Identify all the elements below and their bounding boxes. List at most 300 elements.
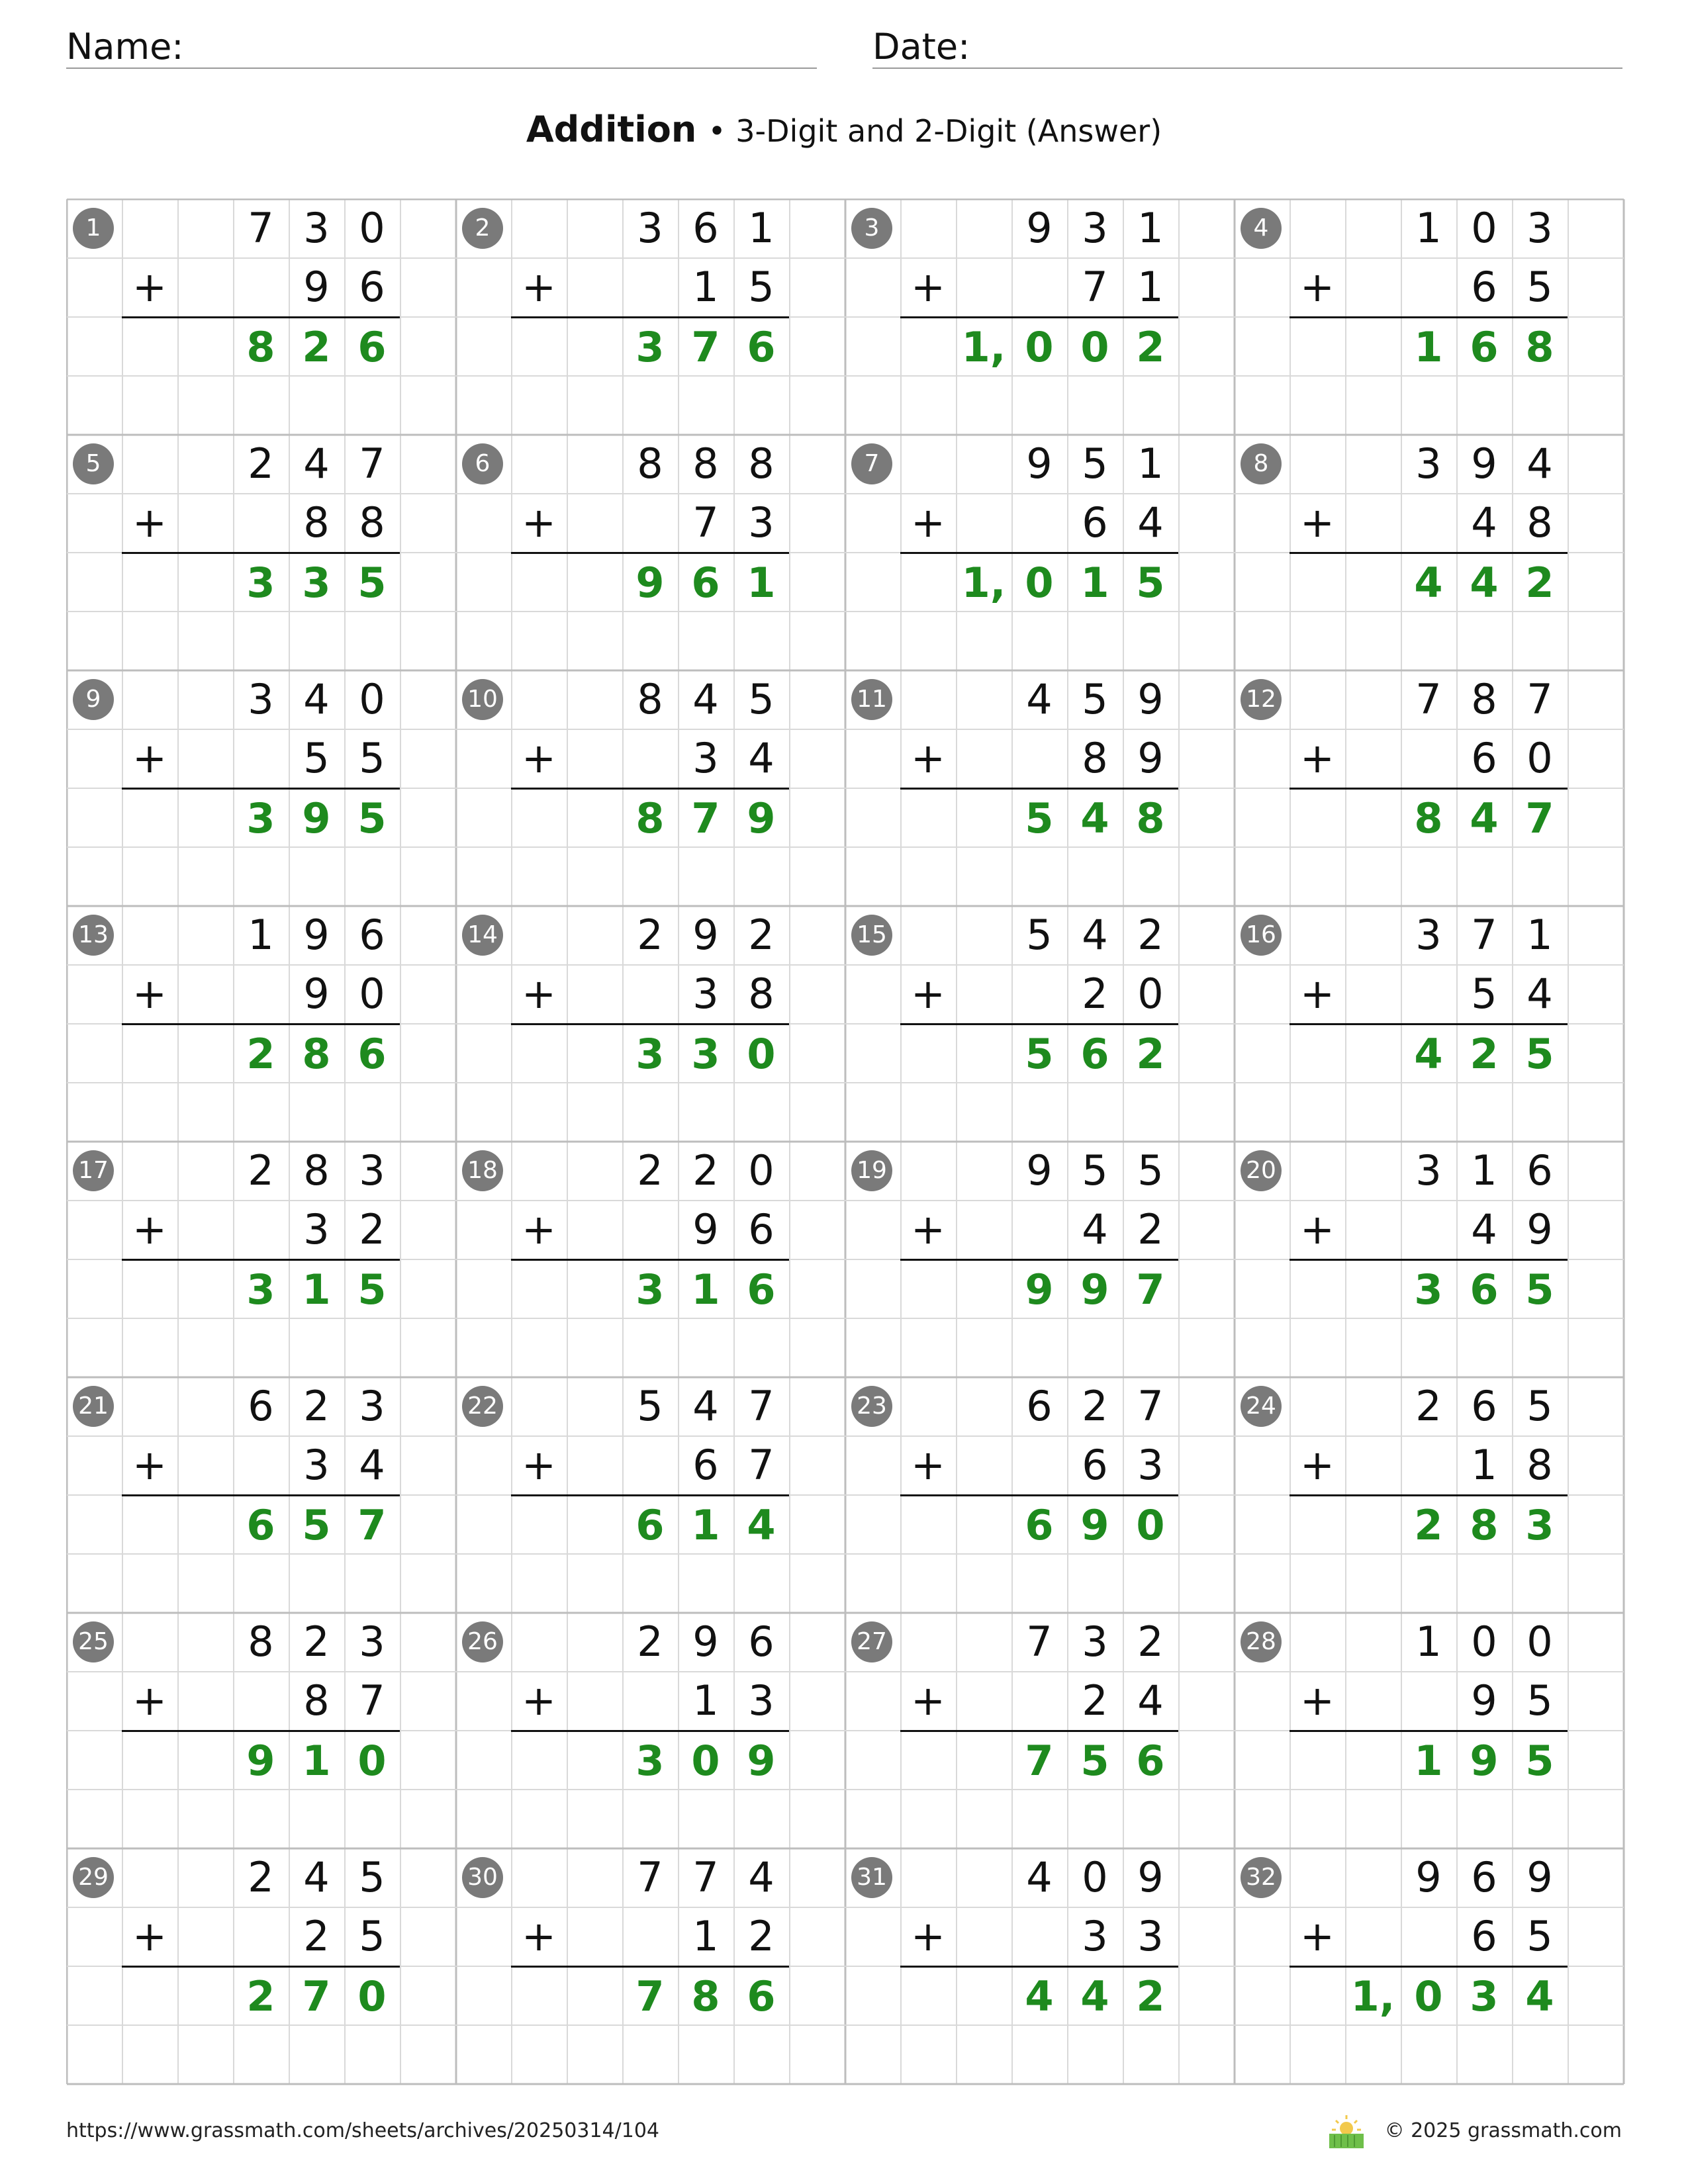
problem-18: [455, 1141, 845, 1377]
addend-top-digit: 7: [1526, 675, 1553, 723]
addend-bottom-digit: 4: [1137, 1676, 1164, 1725]
addend-bottom-digit: 6: [359, 263, 385, 311]
addend-bottom-digit: 6: [748, 1205, 774, 1253]
addend-top-digit: 8: [248, 1617, 274, 1666]
answer-digit: 2: [1136, 1972, 1165, 2021]
answer-digit: 6: [691, 559, 720, 607]
plus-sign: +: [522, 263, 556, 311]
addend-top-digit: 7: [1137, 1382, 1164, 1430]
addend-bottom-digit: 5: [1526, 1676, 1553, 1725]
addend-top-digit: 6: [359, 911, 385, 959]
addend-bottom-digit: 9: [692, 1205, 719, 1253]
answer-digit: 3: [635, 1737, 665, 1785]
addend-top-digit: 9: [1137, 675, 1164, 723]
problem-22: [455, 1377, 845, 1612]
plus-sign: +: [911, 498, 945, 547]
answer-digit: 7: [302, 1972, 331, 2021]
plus-sign: +: [522, 734, 556, 782]
addend-bottom-digit: 3: [1082, 1912, 1108, 1960]
problem-20: [1234, 1141, 1623, 1377]
answer-digit: 3: [1470, 1972, 1499, 2021]
problem-number-badge: 11: [851, 679, 892, 720]
answer-digit: 3: [691, 1030, 720, 1078]
addend-top-digit: 6: [248, 1382, 274, 1430]
answer-digit: 0: [1080, 323, 1109, 371]
addend-top-digit: 3: [359, 1617, 385, 1666]
answer-digit: 3: [1525, 1501, 1554, 1549]
addend-top-digit: 1: [1526, 911, 1553, 959]
answer-digit: 6: [357, 1030, 387, 1078]
addend-top-digit: 2: [637, 1146, 663, 1195]
answer-digit: 1: [691, 1265, 720, 1314]
answer-digit: 1: [691, 1501, 720, 1549]
addend-top-digit: 0: [1526, 1617, 1553, 1666]
problem-26: [455, 1612, 845, 1848]
answer-digit: 4: [1080, 1972, 1109, 2021]
addend-top-digit: 2: [637, 1617, 663, 1666]
plus-sign: +: [1300, 263, 1335, 311]
addend-top-digit: 1: [248, 911, 274, 959]
answer-digit: 2: [246, 1972, 275, 2021]
addend-top-digit: 3: [359, 1382, 385, 1430]
addend-top-digit: 6: [748, 1617, 774, 1666]
plus-sign: +: [911, 263, 945, 311]
addend-bottom-digit: 9: [303, 970, 330, 1018]
problem-number-badge: 12: [1241, 679, 1282, 720]
plus-sign: +: [132, 1676, 167, 1725]
answer-digit: 4: [747, 1501, 776, 1549]
problem-number-badge: 23: [851, 1386, 892, 1427]
answer-digit: 5: [1025, 1030, 1054, 1078]
answer-digit: 6: [1136, 1737, 1165, 1785]
addend-top-digit: 7: [692, 1853, 719, 1901]
answer-digit: 1,: [961, 559, 1006, 607]
addend-top-digit: 2: [1137, 911, 1164, 959]
addend-top-digit: 3: [1415, 911, 1442, 959]
addend-top-digit: 9: [1415, 1853, 1442, 1901]
addend-bottom-digit: 6: [692, 1441, 719, 1489]
answer-digit: 9: [246, 1737, 275, 1785]
problem-25: [66, 1612, 455, 1848]
addend-top-digit: 1: [1415, 1617, 1442, 1666]
problem-number-badge: 21: [73, 1386, 114, 1427]
problem-number-badge: 8: [1241, 443, 1282, 484]
addend-bottom-digit: 9: [1526, 1205, 1553, 1253]
addend-bottom-digit: 7: [748, 1441, 774, 1489]
plus-sign: +: [911, 970, 945, 1018]
addend-top-digit: 6: [692, 204, 719, 252]
addend-top-digit: 8: [692, 439, 719, 488]
addend-top-digit: 2: [248, 439, 274, 488]
answer-digit: 3: [246, 1265, 275, 1314]
addend-bottom-digit: 8: [748, 970, 774, 1018]
answer-digit: 1: [1080, 559, 1109, 607]
addend-top-digit: 4: [692, 1382, 719, 1430]
addend-top-digit: 7: [1026, 1617, 1053, 1666]
problem-number-badge: 16: [1241, 915, 1282, 956]
answer-digit: 6: [1080, 1030, 1109, 1078]
addend-bottom-digit: 6: [1471, 1912, 1497, 1960]
answer-digit: 9: [302, 794, 331, 842]
addend-bottom-digit: 1: [692, 263, 719, 311]
problem-17: [66, 1141, 455, 1377]
answer-digit: 4: [1470, 559, 1499, 607]
answer-digit: 8: [1470, 1501, 1499, 1549]
addend-bottom-digit: 2: [748, 1912, 774, 1960]
addend-top-digit: 3: [248, 675, 274, 723]
addend-bottom-digit: 1: [692, 1676, 719, 1725]
addend-top-digit: 4: [303, 1853, 330, 1901]
problem-number-badge: 6: [462, 443, 503, 484]
problem-28: [1234, 1612, 1623, 1848]
answer-digit: 8: [691, 1972, 720, 2021]
problem-number-badge: 18: [462, 1150, 503, 1191]
addend-bottom-digit: 0: [1526, 734, 1553, 782]
addend-top-digit: 5: [1026, 911, 1053, 959]
addend-bottom-digit: 8: [1082, 734, 1108, 782]
addend-top-digit: 7: [359, 439, 385, 488]
answer-digit: 9: [1080, 1265, 1109, 1314]
problem-29: [66, 1848, 455, 2083]
addend-bottom-digit: 1: [1471, 1441, 1497, 1489]
plus-sign: +: [1300, 1676, 1335, 1725]
answer-digit: 1: [1414, 1737, 1443, 1785]
addend-top-digit: 2: [748, 911, 774, 959]
addend-bottom-digit: 1: [1137, 263, 1164, 311]
addend-top-digit: 9: [692, 1617, 719, 1666]
title-main: Addition: [526, 109, 697, 150]
answer-digit: 9: [747, 1737, 776, 1785]
addend-top-digit: 7: [248, 204, 274, 252]
problem-number-badge: 26: [462, 1621, 503, 1662]
answer-digit: 9: [1080, 1501, 1109, 1549]
answer-digit: 5: [357, 794, 387, 842]
addend-top-digit: 0: [359, 675, 385, 723]
problem-13: [66, 905, 455, 1141]
addend-bottom-digit: 4: [748, 734, 774, 782]
addend-top-digit: 3: [1415, 1146, 1442, 1195]
addend-top-digit: 9: [1137, 1853, 1164, 1901]
addend-bottom-digit: 8: [1526, 1441, 1553, 1489]
addend-top-digit: 4: [1526, 439, 1553, 488]
answer-digit: 0: [1414, 1972, 1443, 2021]
addend-top-digit: 4: [1082, 911, 1108, 959]
problem-number-badge: 27: [851, 1621, 892, 1662]
problem-grid: [66, 199, 1623, 2086]
addend-top-digit: 9: [303, 911, 330, 959]
addend-top-digit: 9: [1526, 1853, 1553, 1901]
plus-sign: +: [132, 970, 167, 1018]
plus-sign: +: [132, 1441, 167, 1489]
problem-number-badge: 3: [851, 208, 892, 249]
answer-digit: 5: [1025, 794, 1054, 842]
addend-bottom-digit: 6: [1471, 734, 1497, 782]
problem-number-badge: 31: [851, 1857, 892, 1898]
addend-top-digit: 9: [692, 911, 719, 959]
date-line: [872, 68, 1622, 69]
answer-digit: 4: [1414, 1030, 1443, 1078]
plus-sign: +: [132, 1205, 167, 1253]
addend-bottom-digit: 5: [1471, 970, 1497, 1018]
answer-digit: 6: [747, 1265, 776, 1314]
addend-top-digit: 2: [692, 1146, 719, 1195]
addend-top-digit: 5: [1137, 1146, 1164, 1195]
problem-number-badge: 19: [851, 1150, 892, 1191]
addend-top-digit: 4: [1026, 675, 1053, 723]
answer-digit: 6: [1470, 1265, 1499, 1314]
addend-bottom-digit: 5: [359, 734, 385, 782]
problem-number-badge: 22: [462, 1386, 503, 1427]
addend-top-digit: 1: [1415, 204, 1442, 252]
problem-5: [66, 434, 455, 670]
addend-top-digit: 3: [303, 204, 330, 252]
plus-sign: +: [911, 1205, 945, 1253]
problem-8: [1234, 434, 1623, 670]
addend-bottom-digit: 2: [1082, 1676, 1108, 1725]
answer-digit: 1: [747, 559, 776, 607]
addend-top-digit: 5: [1082, 439, 1108, 488]
addend-top-digit: 5: [1082, 675, 1108, 723]
addend-top-digit: 7: [1471, 911, 1497, 959]
answer-digit: 3: [635, 1265, 665, 1314]
name-line: [66, 68, 817, 69]
problem-9: [66, 670, 455, 905]
name-field[interactable]: [66, 21, 817, 69]
answer-digit: 2: [1136, 1030, 1165, 1078]
addend-top-digit: 7: [1415, 675, 1442, 723]
addend-bottom-digit: 8: [303, 498, 330, 547]
answer-digit: 0: [747, 1030, 776, 1078]
addend-top-digit: 9: [1026, 204, 1053, 252]
answer-digit: 9: [747, 794, 776, 842]
answer-digit: 2: [1136, 323, 1165, 371]
addend-bottom-digit: 5: [748, 263, 774, 311]
problem-27: [845, 1612, 1234, 1848]
answer-digit: 5: [1525, 1265, 1554, 1314]
addend-top-digit: 0: [1082, 1853, 1108, 1901]
addend-top-digit: 7: [748, 1382, 774, 1430]
addend-bottom-digit: 0: [1137, 970, 1164, 1018]
addend-top-digit: 6: [1026, 1382, 1053, 1430]
addend-bottom-digit: 7: [359, 1676, 385, 1725]
plus-sign: +: [522, 1441, 556, 1489]
answer-digit: 7: [691, 323, 720, 371]
answer-digit: 3: [246, 559, 275, 607]
page-title: [0, 106, 1688, 155]
problem-6: [455, 434, 845, 670]
addend-bottom-digit: 4: [1526, 970, 1553, 1018]
addend-bottom-digit: 6: [1471, 263, 1497, 311]
answer-digit: 1: [1414, 323, 1443, 371]
addend-bottom-digit: 3: [748, 1676, 774, 1725]
answer-digit: 5: [1080, 1737, 1109, 1785]
addend-top-digit: 8: [1471, 675, 1497, 723]
addend-top-digit: 4: [1026, 1853, 1053, 1901]
addend-bottom-digit: 6: [1082, 498, 1108, 547]
problem-number-badge: 20: [1241, 1150, 1282, 1191]
addend-top-digit: 9: [1026, 1146, 1053, 1195]
answer-digit: 4: [1025, 1972, 1054, 2021]
addend-top-digit: 4: [303, 675, 330, 723]
plus-sign: +: [1300, 734, 1335, 782]
problem-12: [1234, 670, 1623, 905]
addend-bottom-digit: 4: [1471, 1205, 1497, 1253]
answer-digit: 5: [302, 1501, 331, 1549]
plus-sign: +: [132, 734, 167, 782]
addend-bottom-digit: 3: [1137, 1441, 1164, 1489]
answer-digit: 2: [1414, 1501, 1443, 1549]
addend-bottom-digit: 3: [1137, 1912, 1164, 1960]
problem-3: [845, 199, 1234, 434]
answer-digit: 2: [1525, 559, 1554, 607]
answer-digit: 4: [1525, 1972, 1554, 2021]
addend-top-digit: 2: [303, 1382, 330, 1430]
plus-sign: +: [522, 970, 556, 1018]
problem-2: [455, 199, 845, 434]
problem-30: [455, 1848, 845, 2083]
answer-digit: 7: [1525, 794, 1554, 842]
grass-sun-logo-icon: [1327, 2113, 1366, 2150]
answer-digit: 0: [1025, 559, 1054, 607]
answer-digit: 4: [1470, 794, 1499, 842]
answer-digit: 2: [1470, 1030, 1499, 1078]
problem-number-badge: 17: [73, 1150, 114, 1191]
addend-top-digit: 0: [1471, 1617, 1497, 1666]
answer-digit: 8: [1525, 323, 1554, 371]
answer-digit: 4: [1414, 559, 1443, 607]
addend-top-digit: 1: [1137, 204, 1164, 252]
addend-top-digit: 5: [1082, 1146, 1108, 1195]
problem-11: [845, 670, 1234, 905]
date-label: Date:: [872, 26, 970, 68]
answer-digit: 8: [302, 1030, 331, 1078]
answer-digit: 0: [691, 1737, 720, 1785]
plus-sign: +: [132, 263, 167, 311]
answer-digit: 6: [747, 1972, 776, 2021]
answer-digit: 7: [1136, 1265, 1165, 1314]
answer-digit: 2: [302, 323, 331, 371]
addend-bottom-digit: 5: [303, 734, 330, 782]
answer-digit: 1,: [1350, 1972, 1395, 2021]
problem-32: [1234, 1848, 1623, 2083]
addend-top-digit: 7: [637, 1853, 663, 1901]
problem-4: [1234, 199, 1623, 434]
answer-digit: 4: [1080, 794, 1109, 842]
answer-digit: 5: [1136, 559, 1165, 607]
problem-19: [845, 1141, 1234, 1377]
addend-top-digit: 1: [1471, 1146, 1497, 1195]
problem-number-badge: 9: [73, 679, 114, 720]
addend-top-digit: 4: [748, 1853, 774, 1901]
addend-bottom-digit: 3: [692, 734, 719, 782]
addend-top-digit: 0: [359, 204, 385, 252]
addend-top-digit: 6: [1471, 1853, 1497, 1901]
answer-digit: 9: [635, 559, 665, 607]
answer-digit: 9: [1025, 1265, 1054, 1314]
answer-digit: 2: [246, 1030, 275, 1078]
title-subtitle: • 3-Digit and 2-Digit (Answer): [708, 113, 1162, 149]
problem-23: [845, 1377, 1234, 1612]
footer-url[interactable]: https://www.grassmath.com/sheets/archives/20250314/104: [66, 2119, 660, 2142]
answer-digit: 7: [357, 1501, 387, 1549]
problem-number-badge: 2: [462, 208, 503, 249]
problem-number-badge: 24: [1241, 1386, 1282, 1427]
problem-number-badge: 28: [1241, 1621, 1282, 1662]
answer-digit: 7: [635, 1972, 665, 2021]
problem-number-badge: 1: [73, 208, 114, 249]
problem-number-badge: 25: [73, 1621, 114, 1662]
addend-top-digit: 8: [303, 1146, 330, 1195]
problem-number-badge: 29: [73, 1857, 114, 1898]
plus-sign: +: [522, 1676, 556, 1725]
answer-digit: 0: [357, 1972, 387, 2021]
plus-sign: +: [522, 1205, 556, 1253]
answer-digit: 0: [1025, 323, 1054, 371]
addend-bottom-digit: 4: [1471, 498, 1497, 547]
answer-digit: 8: [1414, 794, 1443, 842]
date-field[interactable]: [872, 21, 1622, 69]
plus-sign: +: [911, 734, 945, 782]
addend-bottom-digit: 5: [1526, 263, 1553, 311]
problem-number-badge: 14: [462, 915, 503, 956]
answer-digit: 3: [246, 794, 275, 842]
problem-15: [845, 905, 1234, 1141]
answer-digit: 0: [1136, 1501, 1165, 1549]
answer-digit: 6: [1025, 1501, 1054, 1549]
addend-top-digit: 3: [637, 204, 663, 252]
answer-digit: 8: [1136, 794, 1165, 842]
addend-top-digit: 3: [1415, 439, 1442, 488]
problem-number-badge: 10: [462, 679, 503, 720]
addend-bottom-digit: 9: [1471, 1676, 1497, 1725]
answer-digit: 6: [635, 1501, 665, 1549]
addend-top-digit: 2: [303, 1617, 330, 1666]
plus-sign: +: [522, 1912, 556, 1960]
addend-bottom-digit: 3: [303, 1441, 330, 1489]
addend-top-digit: 4: [303, 439, 330, 488]
problem-number-badge: 32: [1241, 1857, 1282, 1898]
footer-copyright: © 2025 grassmath.com: [1384, 2119, 1622, 2142]
addend-top-digit: 8: [748, 439, 774, 488]
problem-number-badge: 30: [462, 1857, 503, 1898]
addend-bottom-digit: 2: [1137, 1205, 1164, 1253]
addend-top-digit: 2: [1082, 1382, 1108, 1430]
addend-top-digit: 1: [1137, 439, 1164, 488]
addend-bottom-digit: 5: [1526, 1912, 1553, 1960]
addend-top-digit: 3: [1082, 204, 1108, 252]
addend-top-digit: 2: [637, 911, 663, 959]
addend-top-digit: 5: [748, 675, 774, 723]
problem-1: [66, 199, 455, 434]
answer-digit: 5: [1525, 1737, 1554, 1785]
addend-bottom-digit: 9: [303, 263, 330, 311]
addend-bottom-digit: 7: [692, 498, 719, 547]
answer-digit: 3: [302, 559, 331, 607]
addend-top-digit: 5: [1526, 1382, 1553, 1430]
addend-top-digit: 4: [692, 675, 719, 723]
addend-top-digit: 1: [748, 204, 774, 252]
plus-sign: +: [911, 1441, 945, 1489]
problem-7: [845, 434, 1234, 670]
answer-digit: 6: [1470, 323, 1499, 371]
addend-top-digit: 2: [1137, 1617, 1164, 1666]
plus-sign: +: [1300, 1205, 1335, 1253]
answer-digit: 5: [357, 1265, 387, 1314]
plus-sign: +: [522, 498, 556, 547]
addend-bottom-digit: 7: [1082, 263, 1108, 311]
answer-digit: 6: [246, 1501, 275, 1549]
addend-bottom-digit: 1: [692, 1912, 719, 1960]
